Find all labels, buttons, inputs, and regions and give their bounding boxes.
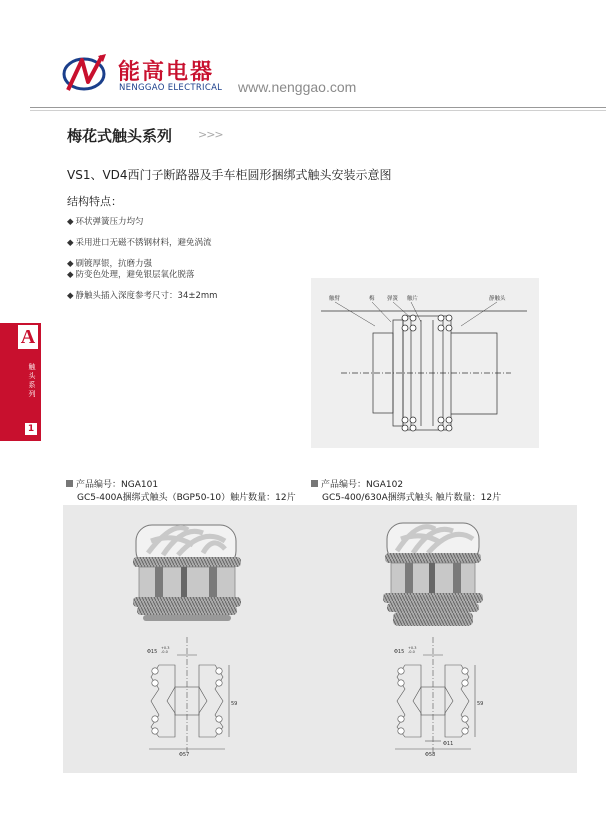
section-title: VS1、VD4西门子断路器及手车柜圆形捆绑式触头安装示意图 bbox=[67, 168, 392, 182]
product-code-nga102: 产品编号：NGA102 bbox=[311, 477, 403, 490]
product-photo-nga102 bbox=[383, 523, 483, 626]
dim-top-nga101: Φ15 bbox=[147, 649, 158, 655]
diamond-bullet-icon: ◆ bbox=[67, 259, 74, 269]
series-title: 梅花式触头系列 bbox=[67, 127, 173, 145]
header-divider-secondary bbox=[30, 110, 606, 111]
diagram-label: 触臂 bbox=[329, 296, 341, 302]
product-panel bbox=[63, 505, 577, 773]
contact-body bbox=[321, 311, 527, 430]
leader-lines bbox=[335, 302, 497, 326]
feature-item: ◆ 刷镀厚银，抗磨力强 bbox=[67, 259, 153, 269]
brand-name-cn: 能高电器 bbox=[118, 60, 215, 85]
diamond-bullet-icon: ◆ bbox=[67, 238, 74, 248]
dim-mid-nga102: Φ11 bbox=[443, 741, 454, 747]
feature-item: ◆ 采用进口无磁不锈钢材料，避免涡流 bbox=[67, 238, 212, 248]
product-photo-nga101 bbox=[133, 525, 241, 621]
product-desc-nga101: GC5-400A捆绑式触头（BGP50-10）触片数量：12片 bbox=[77, 493, 296, 503]
dim-tol-bottom: -0.0 bbox=[161, 650, 168, 654]
dim-tol-bottom: -0.0 bbox=[408, 650, 415, 654]
dim-height-nga102: 59 bbox=[477, 701, 484, 707]
category-letter: A bbox=[18, 325, 38, 349]
dim-height-nga101: 59 bbox=[231, 701, 238, 707]
installation-diagram-drawing bbox=[311, 278, 539, 448]
square-bullet-icon bbox=[66, 480, 73, 487]
diamond-bullet-icon: ◆ bbox=[67, 291, 74, 301]
diagram-label: 梅 bbox=[369, 296, 375, 302]
category-label: 触头系列 bbox=[28, 363, 36, 398]
dim-width-nga101: Φ57 bbox=[179, 752, 190, 758]
diagram-label: 触片 bbox=[407, 296, 419, 302]
feature-item: ◆ 防变色处理，避免银层氧化脱落 bbox=[67, 270, 195, 280]
features-heading: 结构特点： bbox=[67, 195, 122, 208]
dim-top-nga102: Φ15 bbox=[394, 649, 405, 655]
diagram-label: 静触头 bbox=[489, 296, 506, 302]
product-code-nga101: 产品编号：NGA101 bbox=[66, 477, 158, 490]
feature-item: ◆ 环状弹簧压力均匀 bbox=[67, 217, 144, 227]
product-desc-nga102: GC5-400/630A捆绑式触头 触片数量：12片 bbox=[322, 493, 502, 503]
diagram-label: 弹簧 bbox=[387, 296, 399, 302]
website-url[interactable]: www.nenggao.com bbox=[238, 79, 357, 95]
feature-item: ◆ 静触头插入深度参考尺寸：34±2mm bbox=[67, 291, 218, 301]
dimension-drawing-nga102 bbox=[395, 637, 475, 755]
dim-tol-top: +0.3 bbox=[408, 646, 417, 650]
dim-tol-top: +0.3 bbox=[161, 646, 170, 650]
dim-width-nga102: Φ58 bbox=[425, 752, 436, 758]
diamond-bullet-icon: ◆ bbox=[67, 270, 74, 280]
page-number: 1 bbox=[25, 423, 37, 435]
dimension-drawing-nga101 bbox=[149, 637, 229, 755]
installation-diagram bbox=[311, 278, 539, 448]
brand-name-en: NENGGAO ELECTRICAL bbox=[119, 83, 223, 93]
header-divider bbox=[30, 107, 606, 108]
logo-icon bbox=[62, 52, 110, 94]
square-bullet-icon bbox=[311, 480, 318, 487]
diamond-bullet-icon: ◆ bbox=[67, 217, 74, 227]
side-category-tab[interactable] bbox=[0, 323, 41, 441]
series-arrows-icon: >>> bbox=[198, 128, 223, 141]
